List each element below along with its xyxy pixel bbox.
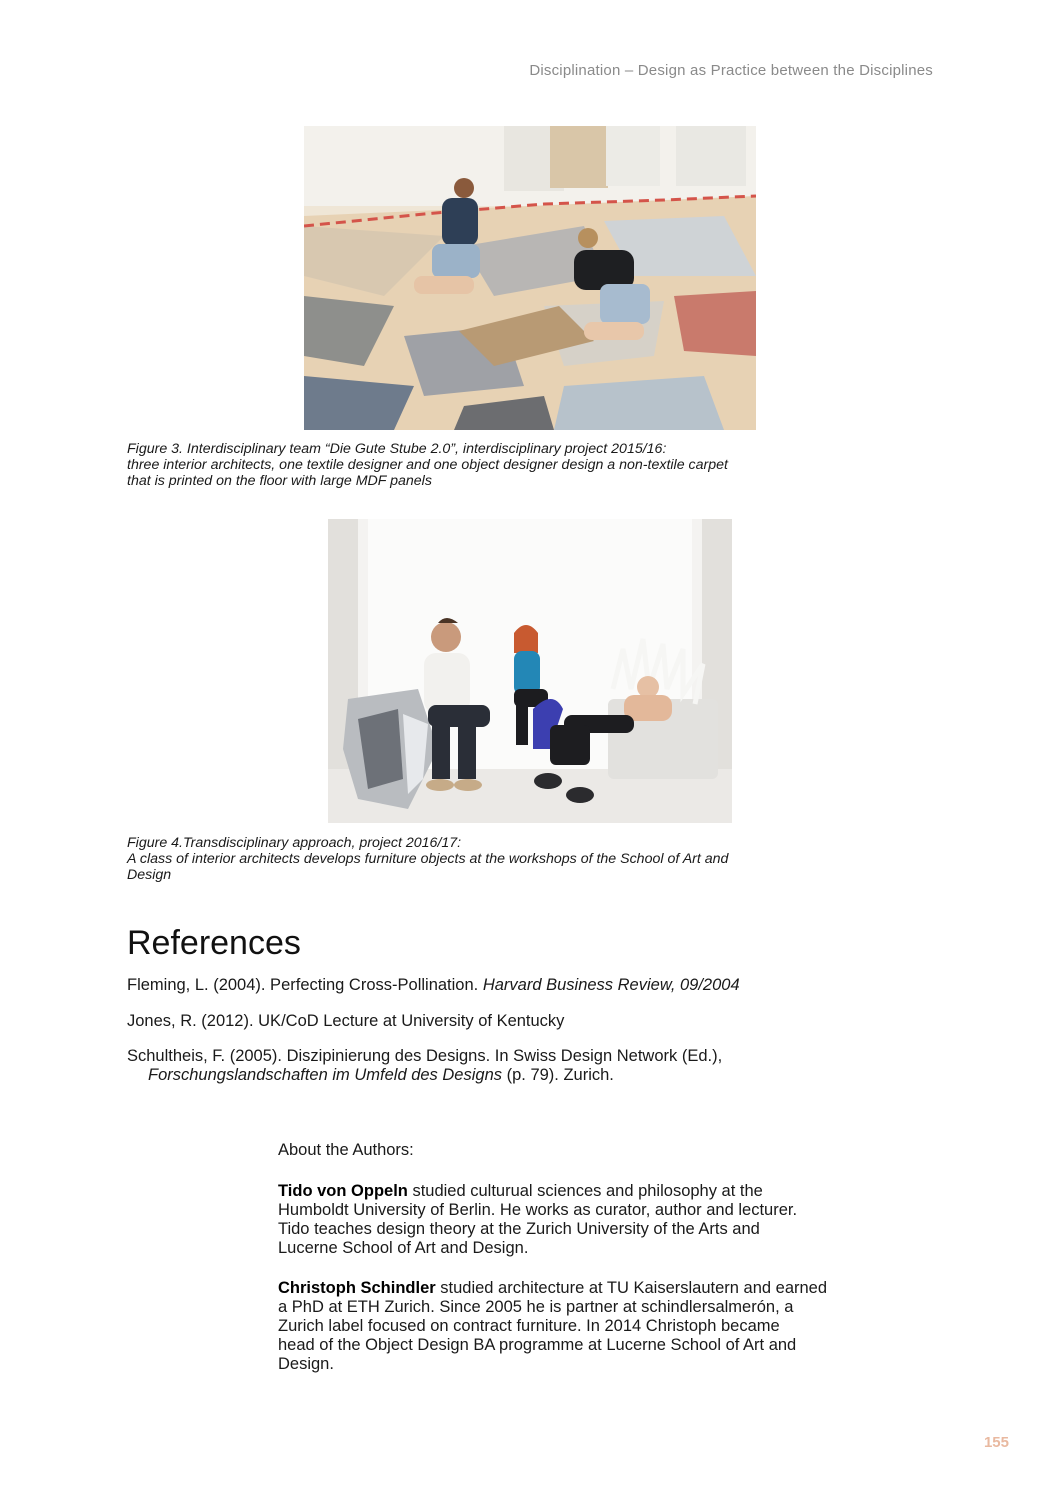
references-heading: References	[127, 924, 301, 962]
bio-line	[278, 1279, 938, 1298]
bio-line: Zurich label focused on contract furniture. In 2014 Christoph became	[278, 1317, 780, 1335]
caption-line: Figure 3. Interdisciplinary team “Die Gute Stube 2.0”, interdisciplinary project 2015/16:	[127, 441, 667, 457]
reference-item	[127, 1047, 927, 1085]
figure-4-photo	[328, 519, 732, 823]
caption-line: A class of interior architects develops furniture objects at the workshops of the School of Art and	[127, 851, 729, 867]
reference-tail: (p. 79). Zurich.	[502, 1066, 614, 1084]
figure-3-caption	[127, 441, 917, 489]
bio-line: Lucerne School of Art and Design.	[278, 1239, 529, 1257]
reference-item	[127, 976, 927, 995]
bio-line: Tido teaches design theory at the Zurich University of the Arts and	[278, 1220, 760, 1238]
reference-text: Jones, R. (2012). UK/CoD Lecture at University of Kentucky	[127, 1012, 565, 1030]
bio-text: studied culturual sciences and philosophy at the	[407, 1182, 763, 1200]
reference-continuation	[127, 1066, 927, 1085]
author-name: Tido von Oppeln	[278, 1182, 408, 1200]
caption-line: Design	[127, 867, 172, 883]
about-authors-heading: About the Authors:	[278, 1141, 414, 1159]
figure-3-photo	[304, 126, 756, 430]
caption-line: Figure 4.Transdisciplinary approach, project 2016/17:	[127, 835, 462, 851]
reference-item	[127, 1012, 927, 1031]
reference-journal: Harvard Business Review, 09/2004	[482, 976, 740, 994]
running-title: Disciplination – Design as Practice between the Disciplines	[529, 62, 933, 79]
page-number: 155	[983, 1434, 1009, 1451]
author-name: Christoph Schindler	[278, 1279, 436, 1297]
bio-line: Design.	[278, 1355, 334, 1373]
author-bio	[278, 1279, 938, 1374]
reference-text: Fleming, L. (2004). Perfecting Cross-Pollination.	[127, 976, 483, 994]
bio-line: head of the Object Design BA programme at Lucerne School of Art and	[278, 1336, 797, 1354]
bio-line	[278, 1182, 938, 1201]
figure-4-caption	[127, 835, 917, 883]
caption-line: three interior architects, one textile designer and one object designer design a non-textile carpet	[127, 457, 728, 473]
bio-text: studied architecture at TU Kaiserslautern and earned	[435, 1279, 828, 1297]
bio-line: a PhD at ETH Zurich. Since 2005 he is partner at schindlersalmerón, a	[278, 1298, 794, 1316]
reference-text: Schultheis, F. (2005). Diszipinierung des Designs. In Swiss Design Network (Ed.),	[127, 1047, 723, 1065]
caption-line: that is printed on the floor with large MDF panels	[127, 473, 432, 489]
author-bio	[278, 1182, 938, 1258]
reference-book-title: Forschungslandschaften im Umfeld des Designs	[148, 1066, 503, 1084]
bio-line: Humboldt University of Berlin. He works as curator, author and lecturer.	[278, 1201, 798, 1219]
